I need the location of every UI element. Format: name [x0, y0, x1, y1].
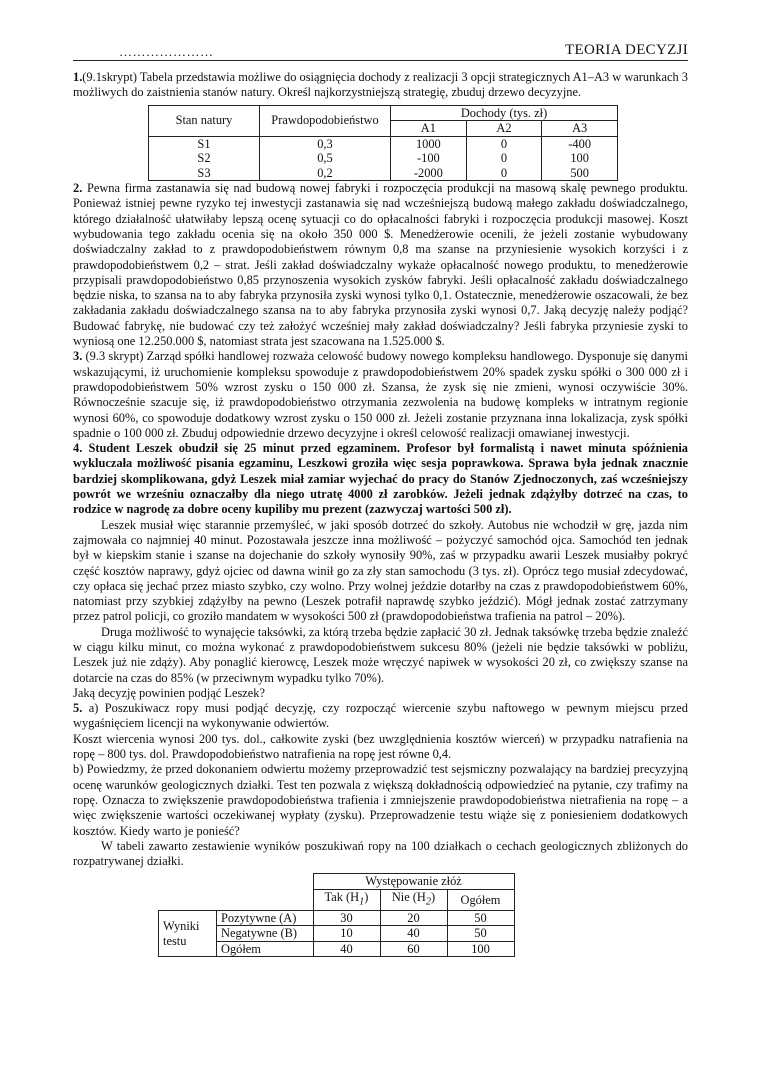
- col-income-header: Dochody (tys. zł): [391, 105, 618, 121]
- row-label: Negatywne (B): [217, 926, 314, 942]
- task-5-a-text: a) Poszukiwacz ropy musi podjąć decyzję, czy rozpocząć wiercenie szybu naftowego w pewnym miejscu przed wygaśnięciem licencji na wykonywanie odwiertów.: [73, 701, 688, 731]
- task-5-intro: W tabeli zawarto zestawienie wyników poszukiwań ropy na 100 działkach o cechach geologicznych zbliżonych do rozpatrywanej działki.: [73, 838, 688, 869]
- task-1-number: 1.: [73, 70, 83, 84]
- value-cell: 0: [466, 136, 542, 151]
- value-cell: 60: [380, 941, 447, 957]
- document-content: [73, 70, 688, 957]
- state-cell: S3: [149, 166, 260, 181]
- task-2-text: Pewna firma zastanawia się nad budową nowej fabryki i rozpoczęcia produkcji na masową skalę pewnego produktu. Ponieważ istniej pewne ryzyko tej inwestycji zastanawia się nad wcześniejszą budową małego zakładu doświadczalnego, którego działalność ułatwiłaby lepszą ocenę sytuacji co do opłacalności fabryki i rozpoczęcia produkcji masowej. Koszt wybudowania tego zakładu ocenia się na około 350 000 $. Menedżerowie ocenili, że jeżeli zostanie wybudowany doświadczalny zakład to z prawdopodobieństwem równym 0,8 ma szanse na przyniesienie wysokich korzyści i z prawdopodobieństwem 0,2 – strat. Jeśli zakład doświadczalny wykaże opłacalność nowego produktu, to menedżerowie przypisali prawdopodobieństwo 0,85 przynoszenia wysokich zysków fabryki. Jeśli opłacalność zakładu doświadczalnego będzie niska, to szansa na to aby fabryka przynosiła zyski wynosi tylko 0,1. Ostatecznie, menedżerowie oszacowali, że bez zakładania zakładu doświadczalnego szansa na to aby fabryka przynosiła zyski wynosi 0,7. Jaką decyzję należy podjąć? Budować fabrykę, nie budować czy też założyć wcześniej mały zakład doświadczalny? Jeśli fabryka przyniesie zyski to wyniosą one 12.250.000 $, natomiast strata jest szacowana na 1.525.000 $.: [73, 181, 688, 349]
- value-cell: 40: [313, 941, 380, 957]
- table-row: [149, 151, 618, 166]
- value-cell: 100: [542, 151, 618, 166]
- task-5-b: b) Powiedzmy, że przed dokonaniem odwiertu możemy przeprowadzić test sejsmiczny pozwalający na bardziej precyzyjną ocenę warunków geologicznych działki. Test ten pozwala z większą dokładnością odpowiedzieć na pytanie, czy trafimy na ropę. Oznacza to zwiększenie prawdopodobieństwa trafienia i zmniejszenie prawdopodobieństwa nietrafienia na ropę – a więc zwiększenie wartości oczekiwanej wypłaty (zysku). Przeprowadzenie testu wiąże się z poniesieniem dodatkowych kosztów. Kiedy warto je ponieść?: [73, 762, 688, 838]
- col-no-header: Nie $(H_2)$: [380, 889, 447, 910]
- value-cell: 10: [313, 926, 380, 942]
- value-cell: -2000: [391, 166, 467, 181]
- col-option-a1: A1: [391, 121, 467, 137]
- value-cell: 30: [313, 910, 380, 926]
- value-cell: 40: [380, 926, 447, 942]
- task-2-number: 2.: [73, 181, 83, 196]
- deposits-header: Występowanie złóż: [313, 874, 514, 890]
- col-option-a2: A2: [466, 121, 542, 137]
- value-cell: -100: [391, 151, 467, 166]
- table-row: [149, 136, 618, 151]
- value-cell: 50: [447, 926, 514, 942]
- row-label: Pozytywne (A): [217, 910, 314, 926]
- state-cell: S2: [149, 151, 260, 166]
- task-1: [73, 70, 688, 101]
- value-cell: 0: [466, 151, 542, 166]
- prob-cell: 0,5: [259, 151, 390, 166]
- col-prob-header: Prawdopodobieństwo: [259, 105, 390, 136]
- col-state-header: Stan natury: [149, 105, 260, 136]
- state-cell: S1: [149, 136, 260, 151]
- table-row: [159, 910, 515, 926]
- table-row: [149, 166, 618, 181]
- row-group-header: Wyniki testu: [159, 910, 217, 957]
- header-dots: …………………: [119, 44, 214, 59]
- value-cell: 100: [447, 941, 514, 957]
- prob-cell: 0,2: [259, 166, 390, 181]
- task-4-p1-text: Student Leszek obudził się 25 minut przed egzaminem. Profesor był formalistą i nawet minuta spóźnienia wykluczała możliwość pisania egzaminu, Leszkowi groziła więc sesja poprawkowa. Sprawa była jednak znacznie bardziej skomplikowana, gdyż Leszek miał zamiar wyjechać do pracy do Stanów Zjednoczonych, zaś wcześniejszy powrót we wrześniu oznaczałby dla niego utratę 4000 zł zarobków. Jeżeli jednak zdążyłby dotrzeć na czas, to rodzice w nagrodę za dobre oceny kupiliby mu prezent (zazwyczaj wartości 500 zł).: [73, 441, 688, 517]
- task-1-text: (9.1skrypt) Tabela przedstawia możliwe do osiągnięcia dochody z realizacji 3 opcji strategicznych A1–A3 w warunkach 3 możliwych do zaistnienia stanów natury. Określ najkorzystniejszą strategię, zbuduj drzewo decyzyjne.: [73, 70, 688, 100]
- value-cell: 1000: [391, 136, 467, 151]
- value-cell: 50: [447, 910, 514, 926]
- value-cell: 0: [466, 166, 542, 181]
- task-3-text: (9.3 skrypt) Zarząd spółki handlowej rozważa celowość budowy nowego kompleksu handlowego. Dysponuje się danymi wskazującymi, iż uruchomienie kompleksu spowoduje z prawdopodobieństwem 20% spadek zysku spółki o 300 000 zł i prawdopodobieństwem 50% wzrost zysku o 150 000 zł. Szansa, że zysk się nie zmieni, wynosi oczywiście 30%. Równocześnie szacuje się, iż prawdopodobieństwo otrzymania zezwolenia na budowę kompleks w intratnym regionie wynosi 60%, co spowoduje dodatkowy wzrost zysku o 150 000 zł. Jeżeli zostanie przyznana inna lokalizacja, zysk spółki spadnie o 100 000 zł. Zbuduj odpowiednie drzewo decyzyjne i określ celowość realizacji omawianej inwestycji.: [73, 349, 688, 440]
- task-5-a: [73, 701, 688, 732]
- document-page: [73, 40, 688, 957]
- test-results-table: [158, 873, 515, 957]
- task-4-p1: [73, 441, 688, 517]
- task-5-cost: Koszt wiercenia wynosi 200 tys. dol., całkowite zyski (bez uwzględnienia kosztów wierceń) w przypadku natrafienia na ropę – 800 tys. dol. Prawdopodobieństwo natrafienia na ropę jest równe 0,4.: [73, 731, 688, 762]
- row-label: Ogółem: [217, 941, 314, 957]
- task-4-number: 4.: [73, 441, 83, 456]
- value-cell: 20: [380, 910, 447, 926]
- value-cell: 500: [542, 166, 618, 181]
- task-2: [73, 181, 688, 349]
- header-title: TEORIA DECYZJI: [565, 42, 688, 58]
- page-header: [73, 40, 688, 61]
- income-table: [148, 105, 618, 182]
- task-4-question: Jaką decyzję powinien podjąć Leszek?: [73, 685, 265, 700]
- col-yes-header: Tak $(H_1)$: [313, 889, 380, 910]
- col-total-header: Ogółem: [447, 889, 514, 910]
- task-5-number: 5.: [73, 701, 83, 716]
- col-option-a3: A3: [542, 121, 618, 137]
- task-3: [73, 349, 688, 441]
- prob-cell: 0,3: [259, 136, 390, 151]
- value-cell: -400: [542, 136, 618, 151]
- task-3-number: 3.: [73, 349, 83, 364]
- task-4-p2: Leszek musiał więc starannie przemyśleć, w jaki sposób dotrzeć do szkoły. Autobus nie wchodził w grę, jazda nim zajmowała co najmniej 40 minut. Pozostawała jeszcze inna możliwość – pożyczyć samochód ojca. Samochód ten jednak był w kiepskim stanie i szanse na dojechanie do szkoły wynosiły 90%, zaś w przypadku awarii Leszek musiałby pokryć część kosztów naprawy, gdyż ojciec od dawna winił go za zły stan samochodu (3 tys. zł). Oprócz tego musiał zdecydować, czy opłaca się jechać przez miasto szybko, czy wolno. Przy wolnej jeździe dotarłby na czas z prawdopodobieństwem 60%, natomiast przy szybkiej zdążyłby na pewno (Leszek potrafił naprawdę szybko jeździć). Mógł jednak zostać zatrzymany przez patrol policji, co groziło mandatem w wysokości 500 zł (prawdopodobieństwa trafienia na patrol – 20%).: [73, 517, 688, 624]
- task-4-p3: Druga możliwość to wynajęcie taksówki, za którą trzeba będzie zapłacić 30 zł. Jednak taksówkę trzeba będzie znaleźć w ciągu kilku minut, co można wykonać z prawdopodobieństwem sukcesu 80% (jeżeli nie będzie taksówki w pobliżu, Leszek już nie zdąży). Aby ponaglić kierowcę, Leszek może wręczyć napiwek w wysokości 20 zł, co zwiększy szanse na dotarcie na czas do 85% (w przeciwnym wypadku tylko 70%).: [73, 624, 688, 685]
